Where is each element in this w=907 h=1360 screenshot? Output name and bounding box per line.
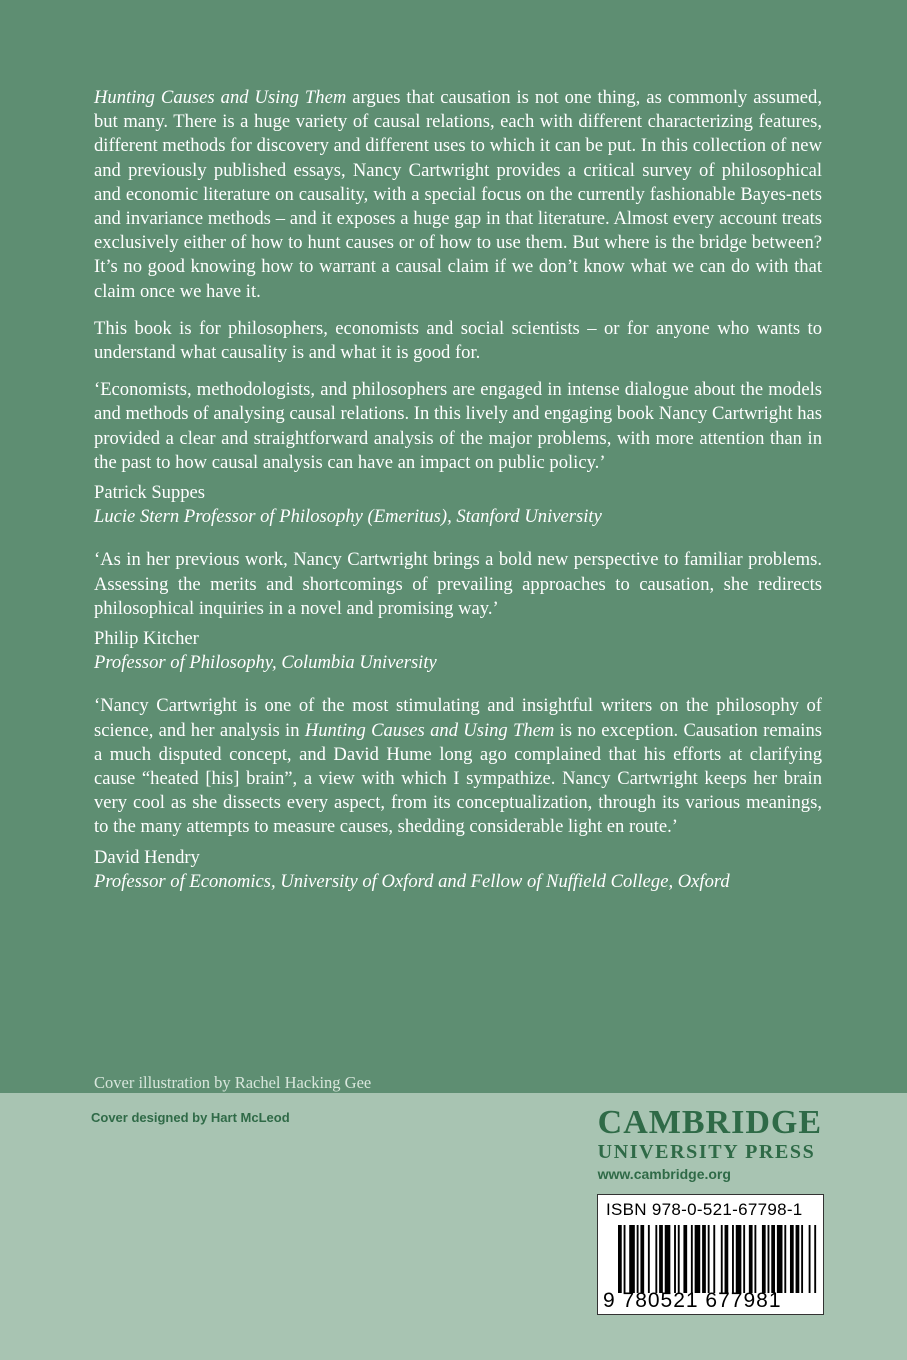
barcode-bar — [732, 1225, 734, 1293]
barcode-bar — [790, 1225, 794, 1293]
endorser-title-2: Professor of Philosophy, Columbia University — [94, 652, 437, 674]
barcode-bar — [678, 1225, 680, 1293]
barcode-bar — [702, 1225, 706, 1293]
barcode-bar — [721, 1225, 723, 1293]
endorser-title-1: Lucie Stern Professor of Philosophy (Emeritus), Stanford University — [94, 506, 602, 528]
barcode-bar — [768, 1225, 770, 1293]
barcode-bar — [618, 1225, 622, 1293]
barcode-bar — [743, 1225, 745, 1293]
publisher-subtitle: UNIVERSITY PRESS — [597, 1141, 816, 1163]
blurb-paragraph-2: This book is for philosophers, economists and social scientists – or for anyone who wants to understand what causality is and what it is good for. — [94, 317, 822, 364]
endorsement-quote-3: ‘Nancy Cartwright is one of the most stimulating and insightful writers on the philosophy of science, and her analysis in Hunting Causes and Using Them is no exception. Causation remains a much disputed concept, and David Hume long ago complained that his efforts at clarifying cause “heated [his] brain”, a view with which I sympathize. Nancy Cartwright keeps her brain very cool as she dissects every aspect, from its conceptualization, through its various meanings, to the many attempts to measure causes, shedding considerable light en route.’ — [94, 695, 822, 838]
blurb-paragraph-1: Hunting Causes and Using Them argues that causation is not one thing, as commonly assumed, but many. There is a huge variety of causal relations, each with different characterizing features, different methods for discovery and different uses to which it can be put. In this collection of new and previously published essays, Nancy Cartwright provides a critical survey of philosophical and economic literature on causality, with a special focus on the currently fashionable Bayes-nets and invariance methods – and it exposes a huge gap in that literature. Almost every account treats exclusively either of how to hunt causes or of how to use them. But where is the bridge between? It’s no good knowing how to warrant a causal claim if we don’t know what we can do with that claim once we have it. — [94, 87, 822, 302]
barcode-bar — [736, 1225, 742, 1293]
barcode-digits: 9 780521 677981 — [603, 1289, 782, 1312]
barcode-bar — [713, 1225, 715, 1293]
barcode-bar — [725, 1225, 729, 1293]
barcode-bar — [624, 1225, 626, 1293]
endorsement-quote-1: ‘Economists, methodologists, and philosophers are engaged in intense dialogue about the models and methods of analysing causal relations. In this lively and engaging book Nancy Cartwright has provided a clear and straightforward analysis of the major problems, with more attention than in the past to how causal analysis can have an impact on public policy.’ — [94, 379, 822, 473]
barcode-bar — [683, 1225, 687, 1293]
endorser-name-1: Patrick Suppes — [94, 482, 206, 504]
isbn-barcode — [597, 1194, 824, 1315]
isbn-label: ISBN 978-0-521-67798-1 — [606, 1200, 803, 1219]
publisher-name: CAMBRIDGE — [597, 1104, 822, 1141]
endorser-name-3: David Hendry — [94, 846, 200, 868]
illustration-credit: Cover illustration by Rachel Hacking Gee — [94, 1073, 372, 1092]
barcode-bar — [708, 1225, 710, 1293]
blurb-text — [94, 86, 822, 894]
barcode-bar — [749, 1225, 753, 1293]
book-title-inline: Hunting Causes and Using Them — [94, 87, 347, 108]
barcode-bar — [659, 1225, 663, 1293]
endorser-title-3: Professor of Economics, University of Oxford and Fellow of Nuffield College, Oxford — [94, 870, 730, 892]
barcode-bar — [655, 1225, 657, 1293]
barcode-bar — [777, 1225, 783, 1293]
barcode-bar — [691, 1225, 693, 1293]
publisher-url: www.cambridge.org — [597, 1166, 731, 1182]
endorser-name-2: Philip Kitcher — [94, 628, 199, 650]
publisher-logo — [598, 1106, 822, 1184]
barcode-bar — [784, 1225, 786, 1293]
barcode-bar — [796, 1225, 800, 1293]
barcode-bar — [695, 1225, 701, 1293]
barcode-bars — [618, 1225, 818, 1293]
barcode-bar — [809, 1225, 811, 1293]
barcode-bar — [771, 1225, 775, 1293]
barcode-bar — [814, 1225, 816, 1293]
barcode-bar — [674, 1225, 676, 1293]
designer-credit: Cover designed by Hart McLeod — [91, 1110, 290, 1125]
barcode-bar — [754, 1225, 756, 1293]
barcode-bar — [637, 1225, 639, 1293]
barcode-bar — [648, 1225, 650, 1293]
barcode-bar — [762, 1225, 766, 1293]
barcode-bar — [629, 1225, 635, 1293]
endorsement-quote-2: ‘As in her previous work, Nancy Cartwright brings a bold new perspective to familiar problems. Assessing the merits and shortcomings of prevailing approaches to causation, she redirects philosophical inquiries in a novel and promising way.’ — [94, 549, 822, 619]
barcode-bar — [640, 1225, 644, 1293]
barcode-bar — [665, 1225, 671, 1293]
barcode-bar — [801, 1225, 803, 1293]
